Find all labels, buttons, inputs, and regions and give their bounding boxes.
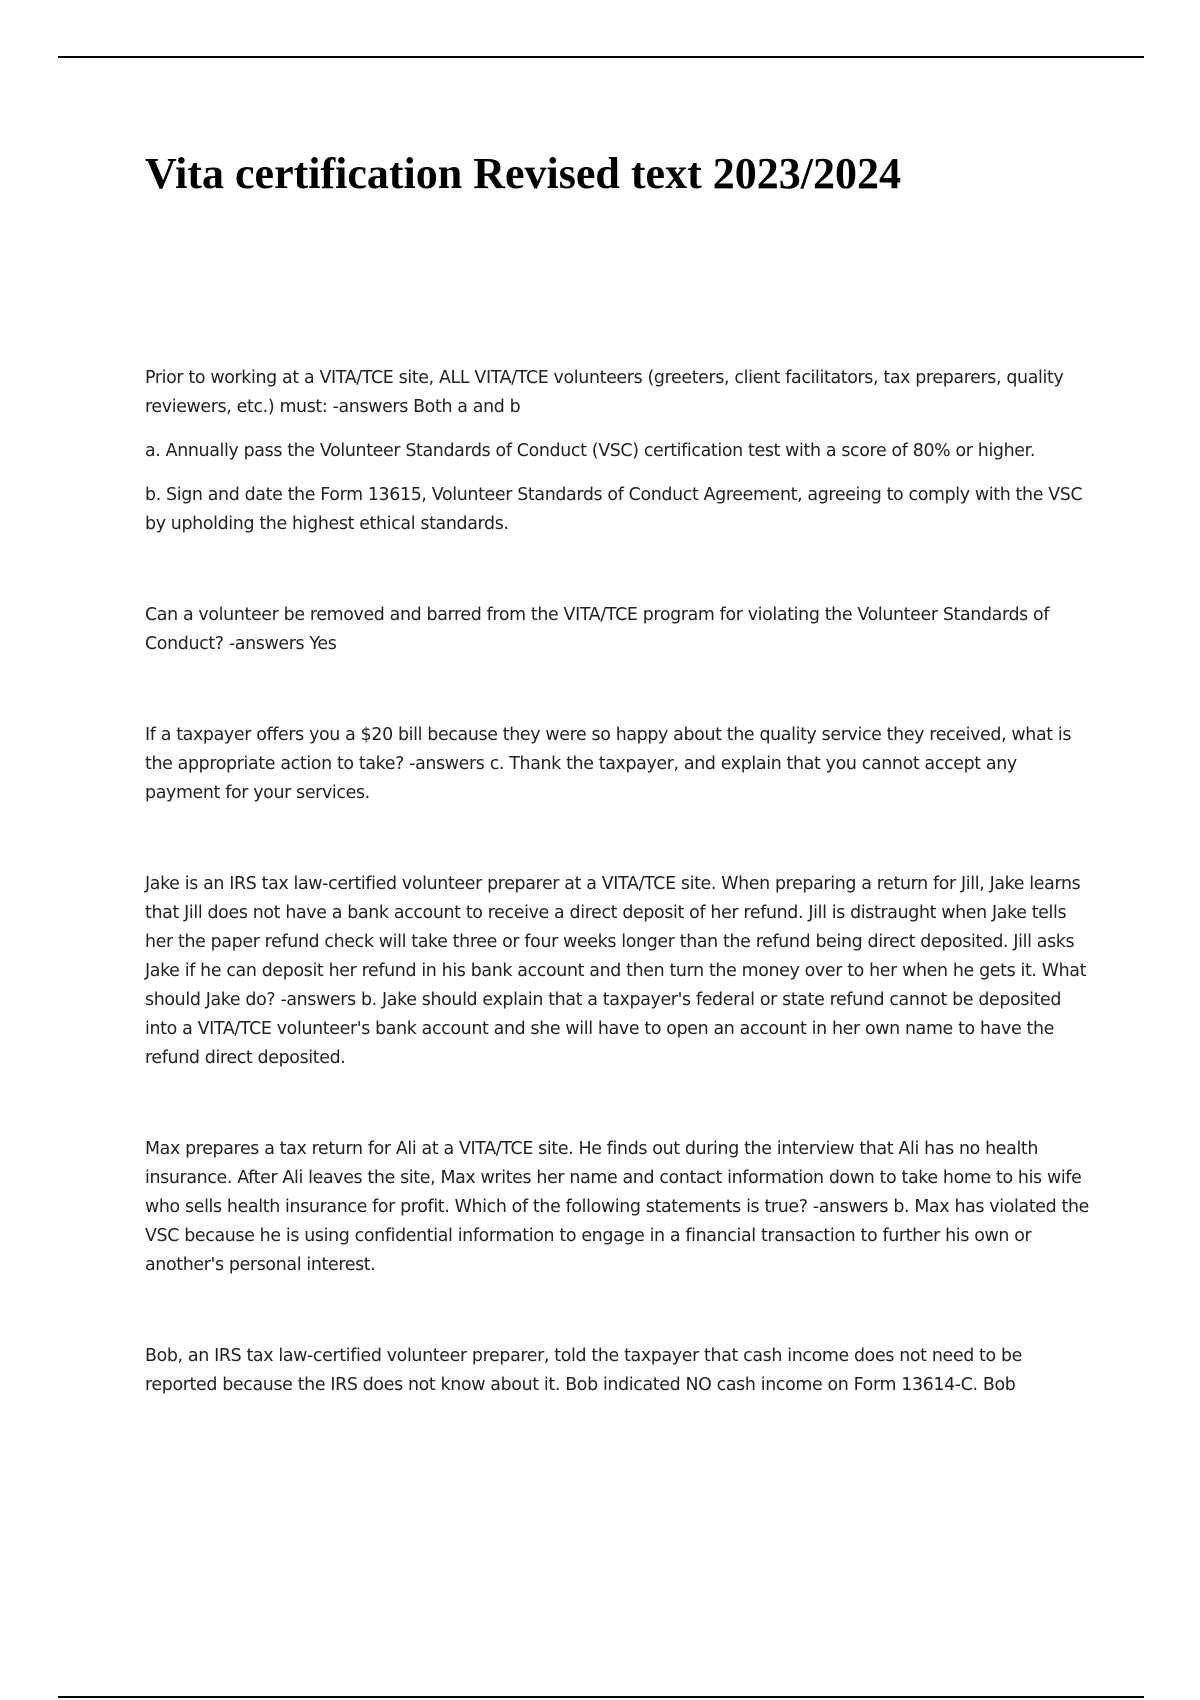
document-body: [145, 364, 1090, 1400]
question-paragraph: Prior to working at a VITA/TCE site, ALL VITA/TCE volunteers (greeters, client facilitators, tax preparers, quality reviewers, etc.) must: -answers Both a and b: [145, 368, 1064, 417]
qa-block-removal: [145, 601, 1090, 659]
question-paragraph: Jake is an IRS tax law-certified volunteer preparer at a VITA/TCE site. When preparing a return for Jill, Jake learns that Jill does not have a bank account to receive a direct deposit of her refund. Jill is distraught when Jake tells her the paper refund check will take three or four weeks longer than the refund being direct deposited. Jill asks Jake if he can deposit her refund in his bank account and then turn the money over to her when he gets it. What should Jake do? -answers b. Jake should explain that a taxpayer's federal or state refund cannot be deposited into a VITA/TCE volunteer's bank account and she will have to open an account in her own name to have the refund direct deposited.: [145, 874, 1087, 1068]
question-paragraph: Bob, an IRS tax law-certified volunteer preparer, told the taxpayer that cash income does not need to be reported because the IRS does not know about it. Bob indicated NO cash income on Form 13614-C. Bob: [145, 1346, 1023, 1395]
qa-block-vsc-requirements: [145, 364, 1090, 539]
question-paragraph: If a taxpayer offers you a $20 bill because they were so happy about the quality service they received, what is the appropriate action to take? -answers c. Thank the taxpayer, and explain that you cannot accept any payment for your services.: [145, 725, 1072, 803]
question-paragraph: Can a volunteer be removed and barred from the VITA/TCE program for violating the Volunteer Standards of Conduct? -answers Yes: [145, 605, 1050, 654]
qa-block-payment-offer: [145, 721, 1090, 808]
option-b-paragraph: b. Sign and date the Form 13615, Volunteer Standards of Conduct Agreement, agreeing to comply with the VSC by upholding the highest ethical standards.: [145, 485, 1083, 534]
question-paragraph: Max prepares a tax return for Ali at a VITA/TCE site. He finds out during the interview that Ali has no health insurance. After Ali leaves the site, Max writes her name and contact information down to take home to his wife who sells health insurance for profit. Which of the following statements is true? -answers b. Max has violated the VSC because he is using confidential information to engage in a financial transaction to further his own or another's personal interest.: [145, 1139, 1089, 1275]
top-rule: [58, 56, 1144, 58]
qa-block-bob: [145, 1342, 1090, 1400]
qa-block-jake-jill: [145, 870, 1090, 1073]
option-a-paragraph: a. Annually pass the Volunteer Standards of Conduct (VSC) certification test with a score of 80% or higher.: [145, 441, 1036, 461]
document-title: Vita certification Revised text 2023/2024: [145, 149, 901, 198]
bottom-rule: [58, 1696, 1144, 1698]
qa-block-max-ali: [145, 1135, 1090, 1280]
